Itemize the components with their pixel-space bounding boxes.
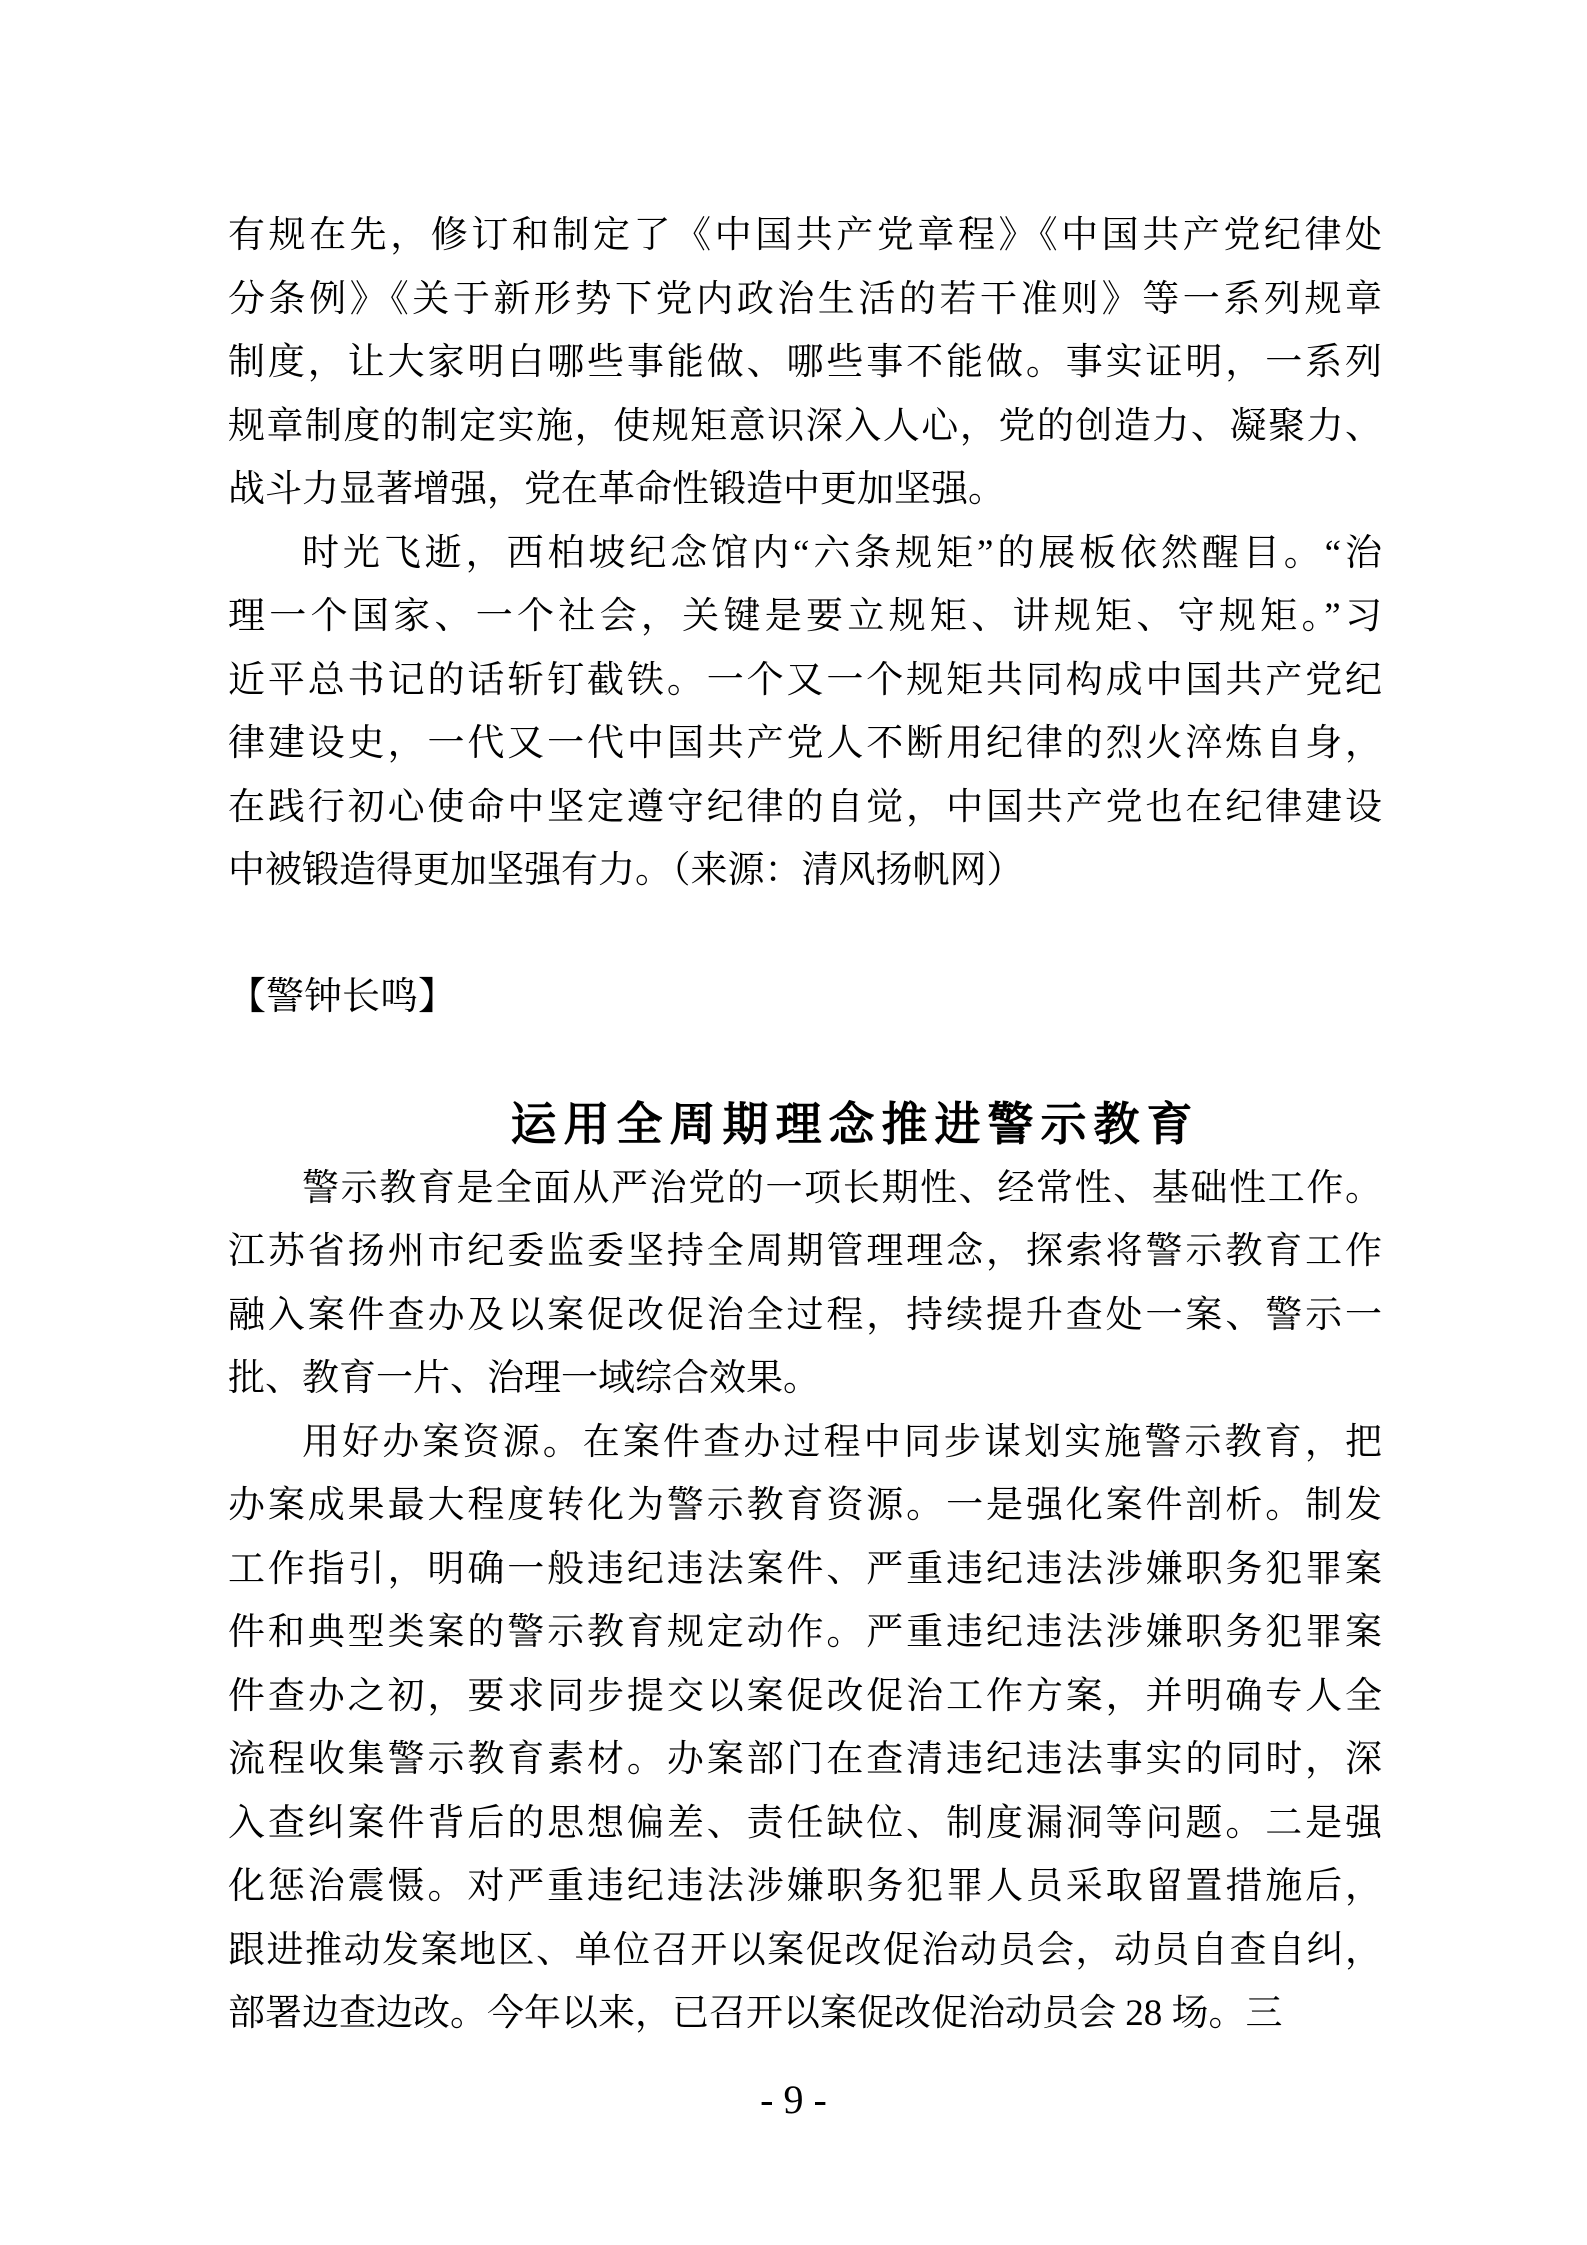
text-line: 战斗力显著增强，党在革命性锻造中更加坚强。 [228,469,1005,510]
page-number: - 9 - [760,2077,827,2122]
paragraph [228,204,1382,522]
text-line: 流程收集警示教育素材。办案部门在查清违纪违法事实的同时，深 [228,1739,1382,1780]
text-line: 用好办案资源。在案件查办过程中同步谋划实施警示教育，把 [302,1421,1382,1463]
text-content [228,0,1382,2046]
text-line: 件和典型类案的警示教育规定动作。严重违纪违法涉嫌职务犯罪案 [228,1612,1382,1653]
text-line: 融入案件查办及以案促改促治全过程，持续提升查处一案、警示一 [228,1294,1382,1336]
text-line: 近平总书记的话斩钉截铁。一个又一个规矩共同构成中国共产党纪 [228,659,1382,701]
text-line: 分条例》《关于新形势下党内政治生活的若干准则》等一系列规章 [228,278,1382,320]
text-line: 中被锻造得更加坚强有力。（来源：清风扬帆网） [228,850,1024,891]
text-line: 化惩治震慑。对严重违纪违法涉嫌职务犯罪人员采取留置措施后， [228,1866,1382,1907]
text-line: 江苏省扬州市纪委监委坚持全周期管理理念，探索将警示教育工作 [228,1231,1382,1272]
text-line: 批、教育一片、治理一域综合效果。 [228,1358,820,1399]
text-line: 有规在先，修订和制定了《中国共产党章程》《中国共产党纪律处 [228,215,1382,256]
text-line: 入查纠案件背后的思想偏差、责任缺位、制度漏洞等问题。二是强 [228,1802,1382,1844]
paragraph [228,1157,1382,1411]
section-header: 【警钟长鸣】 [228,976,457,1018]
text-line: 时光飞逝，西柏坡纪念馆内“六条规矩”的展板依然醒目。“治 [302,532,1382,574]
article-title: 运用全周期理念推进警示教育 [510,1099,1200,1150]
text-line: 律建设史，一代又一代中国共产党人不断用纪律的烈火淬炼自身， [228,723,1382,764]
paragraph [228,1411,1382,2046]
text-line: 跟进推动发案地区、单位召开以案促改促治动员会，动员自查自纠， [228,1929,1382,1971]
text-line: 办案成果最大程度转化为警示教育资源。一是强化案件剖析。制发 [228,1485,1382,1526]
text-line: 理一个国家、一个社会，关键是要立规矩、讲规矩、守规矩。”习 [228,596,1382,637]
text-line: 件查办之初，要求同步提交以案促改促治工作方案，并明确专人全 [228,1675,1382,1717]
text-line: 警示教育是全面从严治党的一项长期性、经常性、基础性工作。 [302,1167,1382,1209]
text-line: 工作指引，明确一般违纪违法案件、严重违纪违法涉嫌职务犯罪案 [228,1548,1382,1590]
text-line: 制度，让大家明白哪些事能做、哪些事不能做。事实证明，一系列 [228,342,1382,383]
text-line: 部署边查边改。今年以来，已召开以案促改促治动员会 28 场。三 [228,1993,1283,2034]
text-line: 规章制度的制定实施，使规矩意识深入人心，党的创造力、凝聚力、 [228,405,1382,447]
text-line: 在践行初心使命中坚定遵守纪律的自觉，中国共产党也在纪律建设 [228,786,1382,828]
paragraph [228,522,1382,903]
